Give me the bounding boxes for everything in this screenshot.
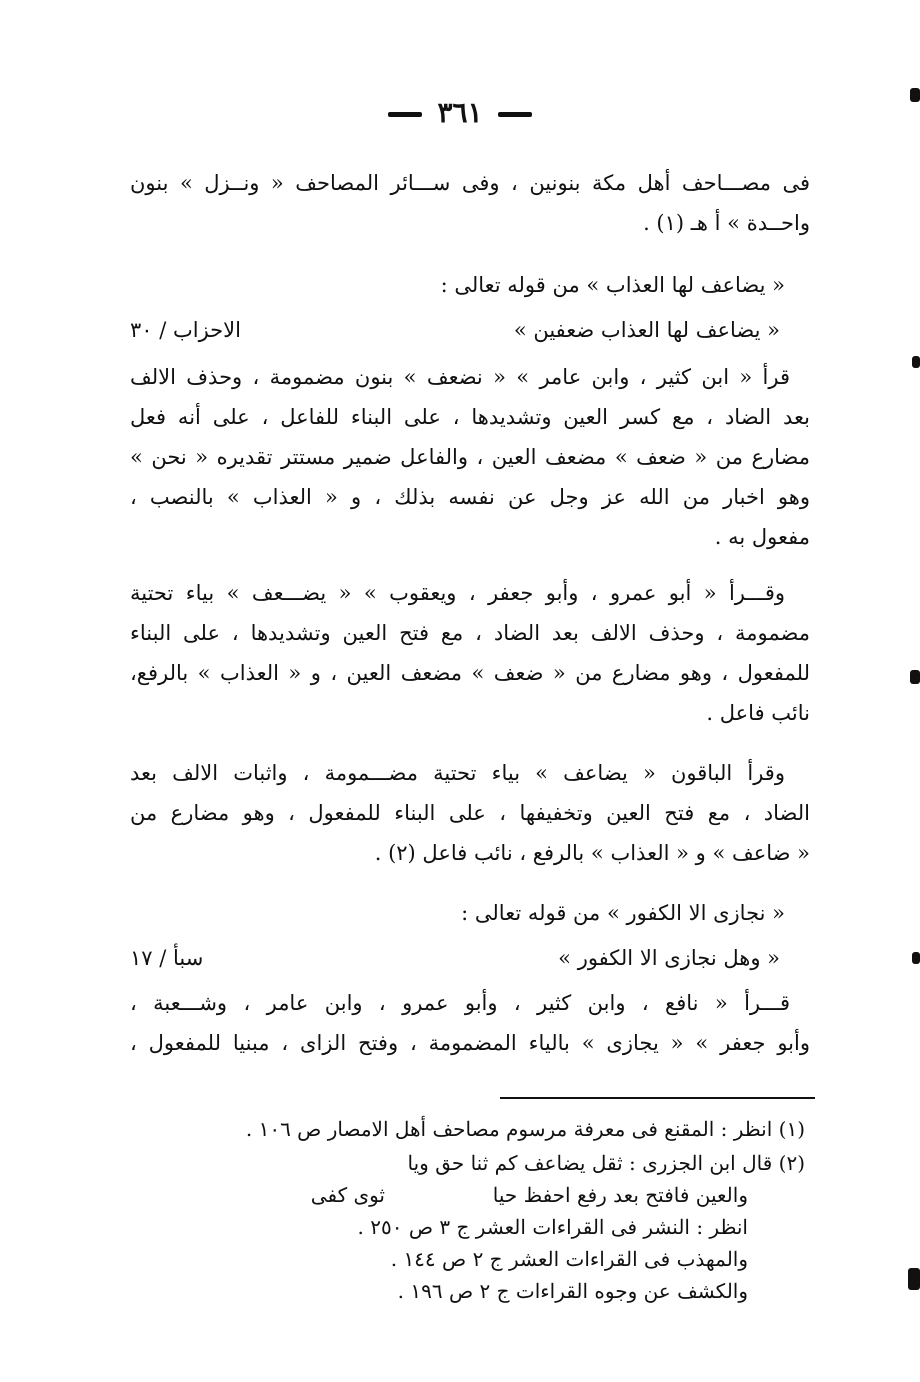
- text-line: الضاد ، مع فتح العين وتخفيفها ، على البناء للمفعول ، وهو مضارع من: [130, 801, 810, 825]
- text-line: وقرأ الباقون « يضاعف » بياء تحتية مضـــمومة ، واثبات الالف بعد: [130, 761, 785, 785]
- footnote-1: (١) انظر : المقنع فى معرفة مرسوم مصاحف أهل الامصار ص ١٠٦ .: [245, 1117, 805, 1141]
- text-line: مفعول به .: [714, 525, 810, 549]
- text-line: مضارع من « ضعف » مضعف العين ، والفاعل ضمير مستتر تقديره « نحن »: [130, 445, 810, 469]
- header-dash-left: [388, 112, 422, 117]
- verse-intro: « يضاعف لها العذاب » من قوله تعالى :: [440, 273, 785, 297]
- text-line: بعد الضاد ، مع كسر العين وتشديدها ، على البناء للفاعل ، على أنه فعل: [130, 405, 810, 429]
- text-line: نائب فاعل .: [706, 701, 810, 725]
- page-header: [0, 96, 920, 129]
- verse-reference: الاحزاب / ٣٠: [130, 318, 241, 342]
- scan-edge-mark: [910, 88, 920, 102]
- text-line: « ضاعف » و « العذاب » بالرفع ، نائب فاعل (٢) .: [374, 841, 810, 865]
- scan-edge-mark: [912, 952, 920, 964]
- verse-intro: « نجازى الا الكفور » من قوله تعالى :: [461, 901, 785, 925]
- verse-reference: سبأ / ١٧: [130, 946, 204, 970]
- footnote-ref: انظر : النشر فى القراءات العشر ج ٣ ص ٢٥٠ .: [357, 1215, 748, 1239]
- text-line: فى مصـــاحف أهل مكة بنونين ، وفى ســـائر المصاحف « ونــزل » بنون: [130, 171, 810, 195]
- scan-edge-mark: [908, 1268, 920, 1290]
- header-dash-right: [498, 112, 532, 117]
- text-line: وأبو جعفر » « يجازى » بالياء المضمومة ، وفتح الزاى ، مبنيا للمفعول ،: [130, 1031, 810, 1055]
- footnote-2: (٢) قال ابن الجزرى : ثقل يضاعف كم ثنا حق ويا: [407, 1151, 805, 1175]
- footnote-ref: والكشف عن وجوه القراءات ج ٢ ص ١٩٦ .: [397, 1279, 748, 1303]
- footnote-rule: [500, 1097, 815, 1099]
- text-line: وهو اخبار من الله عز وجل عن نفسه بذلك ، و « العذاب » بالنصب ،: [130, 485, 810, 509]
- footnote-verse-line: والعين فافتح بعد رفع احفظ حيا: [492, 1183, 748, 1207]
- scan-edge-mark: [910, 670, 920, 684]
- text-line: للمفعول ، وهو مضارع من « ضعف » مضعف العين ، و « العذاب » بالرفع،: [130, 661, 810, 685]
- scan-edge-mark: [912, 356, 920, 368]
- footnote-verse-end: ثوى كفى: [310, 1183, 385, 1207]
- text-line: قرأ « ابن كثير ، وابن عامر » « نضعف » بنون مضمومة ، وحذف الالف: [130, 365, 790, 389]
- text-line: مضمومة ، وحذف الالف بعد الضاد ، مع فتح العين وتشديدها ، على البناء: [130, 621, 810, 645]
- page-number: ٣٦١: [437, 96, 483, 129]
- footnote-ref: والمهذب فى القراءات العشر ج ٢ ص ١٤٤ .: [390, 1247, 748, 1271]
- text-line: واحــدة » أ هـ (١) .: [643, 211, 810, 235]
- verse-text: « وهل نجازى الا الكفور »: [558, 946, 780, 970]
- verse-text: « يضاعف لها العذاب ضعفين »: [513, 318, 780, 342]
- text-line: قـــرأ « نافع ، وابن كثير ، وأبو عمرو ، وابن عامر ، وشـــعبة ،: [130, 991, 790, 1015]
- text-line: وقـــرأ « أبو عمرو ، وأبو جعفر ، ويعقوب » « يضـــعف » بياء تحتية: [130, 581, 785, 605]
